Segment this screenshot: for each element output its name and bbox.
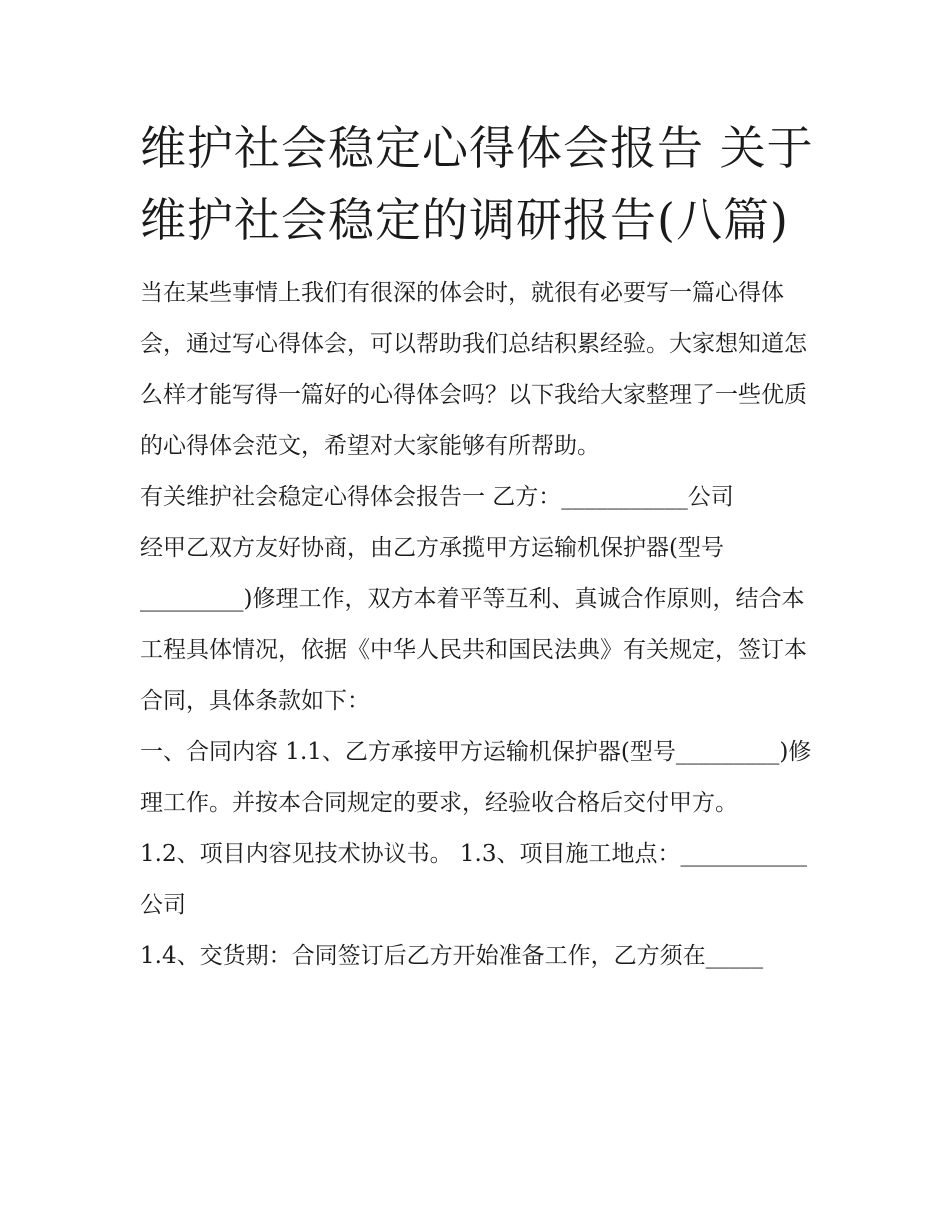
document-title: 维护社会稳定心得体会报告 关于维护社会稳定的调研报告(八篇): [140, 121, 814, 247]
report-heading-paragraph: 有关维护社会稳定心得体会报告一 乙方：___________公司: [140, 484, 734, 510]
intro-paragraph: 当在某些事情上我们有很深的体会时，就很有必要写一篇心得体会，通过写心得体会，可以帮助我们总结积累经验。大家想知道怎么样才能写得一篇好的心得体会吗？以下我给大家整理了一些优质的心得体会范文，希望对大家能够有所帮助。: [140, 280, 807, 459]
document-page: [140, 112, 820, 982]
agreement-paragraph: 经甲乙双方友好协商，由乙方承揽甲方运输机保护器(型号_________)修理工作，双方本着平等互利、真诚合作原则，结合本工程具体情况，依据《中华人民共和国民法典》有关规定，签订本合同，具体条款如下：: [140, 535, 807, 714]
project-items-paragraph: 1.2、项目内容见技术协议书。 1.3、项目施工地点：___________公司: [140, 841, 807, 918]
contract-content-paragraph: 一、合同内容 1.1、乙方承接甲方运输机保护器(型号_________)修理工作。并按本合同规定的要求，经验收合格后交付甲方。: [140, 739, 812, 816]
delivery-paragraph: 1.4、交货期：合同签订后乙方开始准备工作，乙方须在_____: [140, 943, 764, 969]
